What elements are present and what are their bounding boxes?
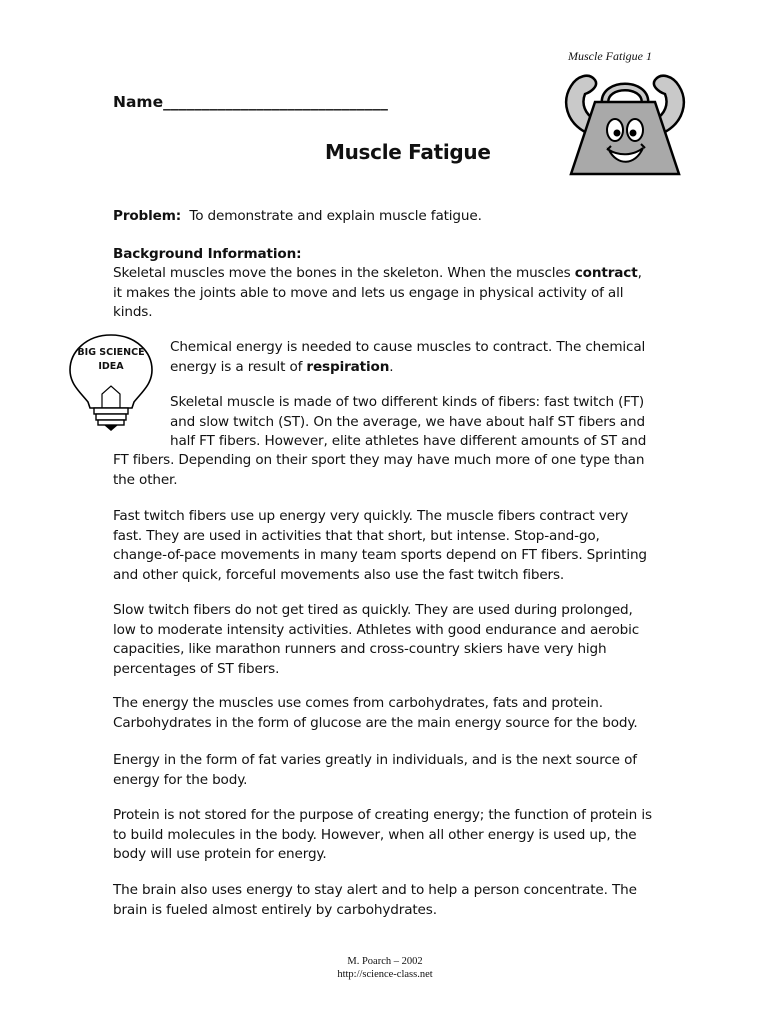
page-label: Muscle Fatigue 1 [568, 49, 652, 63]
kettlebell-weight-flexing-icon [555, 62, 695, 187]
lightbulb-line-2: IDEA [98, 361, 124, 372]
background-paragraph-4: Fast twitch fibers use up energy very quickly. The muscle fibers contract very fast. They are used in activities that that short, but intense. Stop-and-go, change-of-pace movements in many team sports depend on FT fibers. Sprinting and other quick, forceful movements also use the fast twitch fibers. [113, 508, 647, 583]
problem-label: Problem: [113, 208, 182, 224]
background-paragraph-9: The brain also uses energy to stay alert and to help a person concentrate. The brain is fueled almost entirely by carbohydrates. [113, 882, 637, 918]
page-title: Muscle Fatigue [325, 140, 491, 164]
background-heading: Background Information: [113, 246, 302, 262]
problem-text: To demonstrate and explain muscle fatigue. [189, 208, 482, 224]
name-field-label: Name_____________________________ [113, 93, 388, 111]
problem-line [113, 207, 673, 227]
background-paragraph-3b: FT fibers. Depending on their sport they may have much more of one type than the other. [113, 452, 645, 488]
footer [285, 955, 485, 981]
background-paragraph-5: Slow twitch fibers do not get tired as quickly. They are used during prolonged, low to moderate intensity activities. Athletes with good endurance and aerobic capacities, like marathon runners and cross-country skiers have very high percentages of ST fibers. [113, 602, 640, 677]
background-paragraph-8: Protein is not stored for the purpose of creating energy; the function of protein is to build molecules in the body. However, when all other energy is used up, the body will use protein for energy. [113, 807, 652, 862]
footer-url: http://science-class.net [337, 969, 433, 980]
background-paragraph-3a: Skeletal muscle is made of two different kinds of fibers: fast twitch (FT) and slow twitch (ST). On the average, we have about half ST fibers and half FT fibers. However, elite athletes have different amounts of ST and [170, 394, 647, 449]
background-paragraph-1: Skeletal muscles move the bones in the skeleton. When the muscles contract, it makes the joints able to move and lets us engage in physical activity of all kinds. [113, 265, 642, 320]
background-paragraph-6: The energy the muscles use comes from carbohydrates, fats and protein. Carbohydrates in the form of glucose are the main energy source for the body. [113, 695, 638, 731]
footer-author: M. Poarch – 2002 [347, 956, 423, 967]
lightbulb-line-1: BIG SCIENCE [77, 347, 145, 358]
background-paragraph-7: Energy in the form of fat varies greatly in individuals, and is the next source of energy for the body. [113, 752, 637, 788]
big-science-idea-lightbulb-icon [66, 332, 156, 432]
background-paragraph-2: Chemical energy is needed to cause muscles to contract. The chemical energy is a result of respiration. [170, 339, 646, 375]
